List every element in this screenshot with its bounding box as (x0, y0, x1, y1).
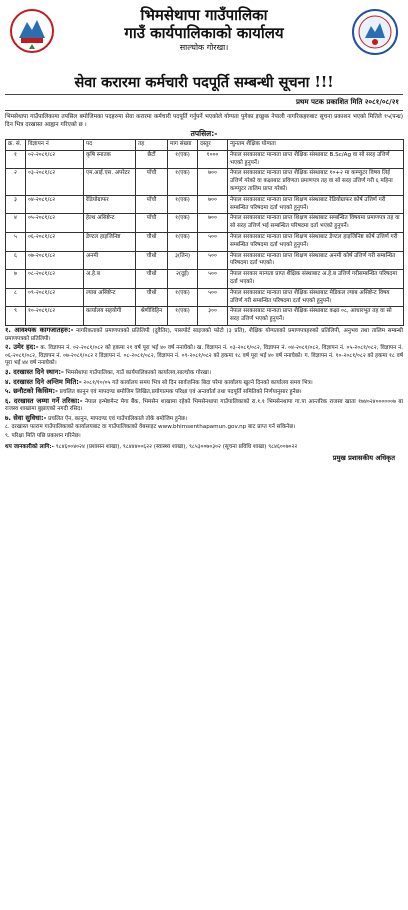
table-cell: १ (6, 150, 26, 169)
table-cell: नेपाल सरकारबाट मान्यता प्राप्त शैक्षिक संस्थाबाट कक्षा ०८, आधारभूत तह वा सो सरह उत्तिर्ण भएको हुनुपर्ने। (228, 307, 404, 326)
table-cell: हेल्थ असिष्टेन्ट (84, 214, 136, 233)
table-cell: एम.आई.एस. अपरेटर (84, 169, 136, 195)
section-heading: ४. दरखास्त दिने अन्तिम मिति:- (5, 377, 82, 386)
contact-info (5, 443, 403, 451)
section-text: प्रचलित कानुन एवं मापदण्ड बमोजिम लिखित,प्रयोगात्मक परिक्षा एवं अन्तर्वार्ता तथा पदपूर्ति समितिको निर्णयानुसार हुनेछ। (59, 389, 302, 396)
section-text: भिमसेथापा गाउँपालिका, गाउँ कार्यपालिकाको कार्यालय,साल्घोक गोरखा। (65, 369, 211, 376)
section-text: प्रचलित ऐन, कानुन, मापदण्ड एवं गाउँपालिकाले तोके बमोजिम हुनेछ। (48, 415, 188, 422)
table-cell: ७ (6, 270, 26, 289)
municipality-name: भिमसेथापा गाउँपालिका (140, 6, 268, 24)
office-name: गाउँ कार्यपालिकाको कार्यालय (124, 24, 284, 42)
table-cell: पाँचौ (136, 214, 168, 233)
table-row (6, 232, 404, 251)
notice-section (5, 424, 403, 432)
table-header-cell: दस्तुर (198, 140, 228, 151)
notice-section (5, 398, 403, 414)
table-cell: ३(तिन) (168, 251, 198, 270)
notice-section (5, 379, 403, 388)
section-text: नेपाल इन्भेष्टमेन्ट मेगा बैंक, भिमसेन शाखामा रहेको भिमसेनथापा गाउँपालिकाको रा.१.१ भिमसेनथापा गा.पा आन्तरिक राजस्व खाता १७४०२४००००००७ बा राजस्व शाखामा बुझाएको नगदी रसिद। (5, 398, 403, 413)
table-cell: ०७-२०८१/८२ (26, 251, 84, 270)
table-cell: ०३-२०८१/८२ (26, 169, 84, 195)
section-heading: १. आवश्यक कागजातहरु:- (5, 325, 74, 334)
letterhead (5, 6, 403, 68)
table-cell: ५ (6, 232, 26, 251)
schedule-heading: तपसिल:- (190, 129, 218, 138)
table-cell: १(एक) (168, 169, 198, 195)
table-cell: पाँचौ (136, 195, 168, 214)
table-cell: ल्याब असिष्टेन्ट (84, 288, 136, 307)
section-heading: ३. दरखास्त दिने स्थान:- (5, 367, 64, 376)
table-cell: चौथो (136, 288, 168, 307)
contact-numbers: ९८४६००४०२४ (प्रशासन शाखा), ९८४४४००६२२ (स्वास्थ्य शाखा), ९८५३००७०३०२ (सूचना प्रविधि शाखा) ९८४६००७०२२ (55, 443, 298, 450)
table-cell: ५०० (198, 288, 228, 307)
table-cell: १००० (198, 150, 228, 169)
table-cell: १(एक) (168, 232, 198, 251)
table-cell: १(एक) (168, 150, 198, 169)
table-header-cell: तह (136, 140, 168, 151)
office-address: साल्घोक गोरखा। (179, 43, 229, 52)
section-heading: ५. छनौटको किसिम:- (5, 387, 58, 396)
divider (5, 110, 403, 111)
table-cell: ५०० (198, 270, 228, 289)
table-cell: ०८-२०८१/८२ (26, 270, 84, 289)
table-cell: छैटौं (136, 150, 168, 169)
table-cell: ३०० (198, 307, 228, 326)
table-cell: २ (6, 169, 26, 195)
table-cell: अनमी (84, 251, 136, 270)
table-cell: अ.हे.ब (84, 270, 136, 289)
table-cell: ७०० (198, 214, 228, 233)
table-cell: नेपाल सरकारबाट मान्यता प्राप्त शिक्षण संस्थाबाट अनमी कोर्ष उत्तिर्ण गरी सम्बन्धित परिषदमा दर्ता भएको। (228, 251, 404, 270)
table-cell: चौथो (136, 270, 168, 289)
table-cell: १(एक) (168, 195, 198, 214)
table-cell: नेपाल सरकारबाट मान्यता प्राप्त शिक्षण संस्थाबाट सम्बन्धित विषयमा प्रमाणपत्र तह वा सो सरह उत्तिर्ण भई सम्बन्धित परिषदमा दर्ता भएको हुनुपर्ने। (228, 214, 404, 233)
notice-section (5, 433, 403, 441)
table-cell: ७०० (198, 169, 228, 195)
nepal-emblem-logo (9, 8, 55, 54)
section-text: नागरिकताको प्रमाणपत्रको प्रतिलिपी (दुवैतिर), पासपोर्ट साइजको फोटो (३ प्रति), शैक्षिक योग्यताको प्रमाणपत्रहरुको प्रतिलिपी, अनुभव तथा तालिम सम्बन्धी प्रमाणपत्रको प्रतिलिपी। (5, 327, 404, 342)
table-cell: ०६-२०८१/८२ (26, 232, 84, 251)
table-cell: नेपाल सरकारबाट मान्यता प्राप्त शैक्षिक संस्थाबाट मेडिकल ल्याब असिष्टेन्ट विषय उत्तिर्ण गरी सम्बन्धित परिषदमा दर्ता भएको हुनुपर्ने। (228, 288, 404, 307)
table-cell: ०४-२०८१/८२ (26, 195, 84, 214)
table-cell: कार्यालय सहयोगी (84, 307, 136, 326)
notice-title: सेवा करारमा कर्मचारी पदपूर्ति सम्बन्धी सूचना !!! (74, 74, 334, 91)
table-cell: चौथो (136, 232, 168, 251)
table-header-cell: पद (84, 140, 136, 151)
table-cell: नेपाल सरकारबाट मान्यता प्राप्त शैक्षिक संस्थाबाट १०+२ मा कम्प्युटर विषय लिई उत्तिर्ण गरेको वा कक्षाबाट प्रविणता प्रमाणपत्र तह वा सो सरह उत्तिर्ण गरी ६ महिना कम्प्युटर तालिम प्राप्त गरेको। (228, 169, 404, 195)
table-cell: कृषि स्नातक (84, 150, 136, 169)
table-cell: श्रेणीविहिन (136, 307, 168, 326)
table-cell: नेपाल सरकारबाट मान्यता प्राप्त शिक्षण संस्थाबाट डेण्टल हाइजिनिष्ट कोर्ष उत्तिर्ण गरी सम्बन्धित परिषदमा दर्ता भएको हुनुपर्ने। (228, 232, 404, 251)
table-row (6, 270, 404, 289)
table-cell: नेपाल सरकारबाट मान्यता प्राप्त शैक्षिक संस्थाबाट B.Sc/Ag वा सो सरह उत्तिर्ण भएको हुनुपर्ने। (228, 150, 404, 169)
table-cell: ५०० (198, 232, 228, 251)
table-header-cell: माग संख्या (168, 140, 198, 151)
signature-title: प्रमुख प्रशासकीय अधिकृत (332, 453, 395, 462)
notice-section (5, 327, 403, 343)
notice-sections (5, 327, 403, 441)
section-text: २०८१/१०/०५ गते कार्यालय समय भित्र सो दिन सार्वजनिक बिदा परेमा कार्यालय खुल्ने दिनको कार्यालय समय भित्र। (83, 379, 313, 386)
table-cell: ८ (6, 288, 26, 307)
table-cell: ६ (6, 251, 26, 270)
table-header-row (6, 140, 404, 151)
table-cell: ०५-२०८१/८२ (26, 214, 84, 233)
table-cell: ३ (6, 195, 26, 214)
table-cell: १(एक) (168, 288, 198, 307)
notice-section (5, 344, 403, 368)
notice-section (5, 369, 403, 378)
notice-section (5, 388, 403, 397)
contact-heading: थप जानकारीको लागि:- (5, 443, 54, 450)
vacancy-table (5, 139, 404, 326)
table-header-cell: विज्ञापन नं (26, 140, 84, 151)
table-cell: रेडियोग्राफर (84, 195, 136, 214)
table-row (6, 150, 404, 169)
table-cell: ०९-२०८१/८२ (26, 288, 84, 307)
table-cell: २(दुई) (168, 270, 198, 289)
table-cell: नेपाल सरकार मान्यता प्राप्त शैक्षिक संस्थाबाट अ.हे.ब उत्तिर्ण गरीसम्बन्धित परिषदमा दर्ता भएको। (228, 270, 404, 289)
table-cell: १(एक) (168, 307, 198, 326)
table-cell: ७०० (198, 195, 228, 214)
section-heading: ६. दरखास्त जम्मा गर्ने तरिका:- (5, 396, 83, 405)
table-row (6, 195, 404, 214)
section-text: ८. दरखास्त फाराम गाउँपालिकाको कार्यालयबाट वा गाउँपालिकाको वेबसाइट www.bhimsenthapamun.gov.np बाट प्राप्त गर्न सकिनेछ। (5, 424, 296, 431)
table-cell: ९ (6, 307, 26, 326)
table-cell: १(एक) (168, 214, 198, 233)
municipality-seal-logo (351, 8, 399, 56)
publication-date: प्रथम पटक प्रकाशित मिति २०८१/०८/२१ (295, 98, 399, 106)
table-row (6, 288, 404, 307)
table-cell: १०-२०८१/८२ (26, 307, 84, 326)
table-cell: चौथो (136, 251, 168, 270)
table-row (6, 169, 404, 195)
table-cell: पाँचौ (136, 169, 168, 195)
table-header-cell: क्र. सं. (6, 140, 26, 151)
table-header-cell: न्युनतम शैक्षिक योग्यता (228, 140, 404, 151)
section-text: ९. परिक्षा मिति पछि प्रकाशन गरिनेछ। (5, 433, 81, 440)
divider (5, 94, 403, 95)
table-row (6, 251, 404, 270)
section-heading: २. उमेर हद:- (5, 343, 39, 352)
table-cell: डेण्टल हाइजिनिष्ट (84, 232, 136, 251)
intro-paragraph: भिमसेथापा गाउँपालिकामा तपसिल बमोजिमका पदहरुमा सेवा करारमा कर्मचारी पदपूर्ति गर्नुपर्ने भएकोले योग्यता पुगेका इच्छुक नेपाली नागरिकहरुबाट सूचना प्रकाशन भएको मितिले १५(पन्ध्र) दिन भित्र दरखास्त आह्वान गरिएको छ । (5, 114, 403, 128)
table-cell: ५०० (198, 251, 228, 270)
section-text: क. विज्ञापन नं. ०२-२०८१/०८२ को हकमा २१ वर्ष पूरा भई ४० वर्ष ननाघेको। ख. विज्ञापन नं. ०३-२०८१/०८२, विज्ञापन नं. ०४-२०८१/०८२, विज्ञापन नं. ०५-२०८१/०८२, विज्ञापन नं. ०६-२०८१/०८२, विज्ञापन नं. ०७-२०८१/०८२ र विज्ञापन नं. ०८-२०८१/०८२, विज्ञापन नं. ०९-२०८१/०८२ को हकमा १८ वर्ष पूरा भई ४० वर्ष ननाघेको। ग. विज्ञापन नं. १०-२०८१/०८२ को हकमा १८ वर्ष पूरा भई ४४ वर्ष ननाघेको। (5, 345, 404, 367)
table-row (6, 214, 404, 233)
table-row (6, 307, 404, 326)
table-cell: ०२-२०८१/८२ (26, 150, 84, 169)
table-cell: ४ (6, 214, 26, 233)
notice-section (5, 415, 403, 424)
table-cell: नेपाल सरकारबाट मान्यता प्राप्त शिक्षण संस्थाबाट रेडियोग्राफर कोर्ष उत्तिर्ण गरी सम्बन्धित परिषदमा दर्ता भएको हुनुपर्ने। (228, 195, 404, 214)
section-heading: ७. सेवा सुविधा:- (5, 413, 47, 422)
